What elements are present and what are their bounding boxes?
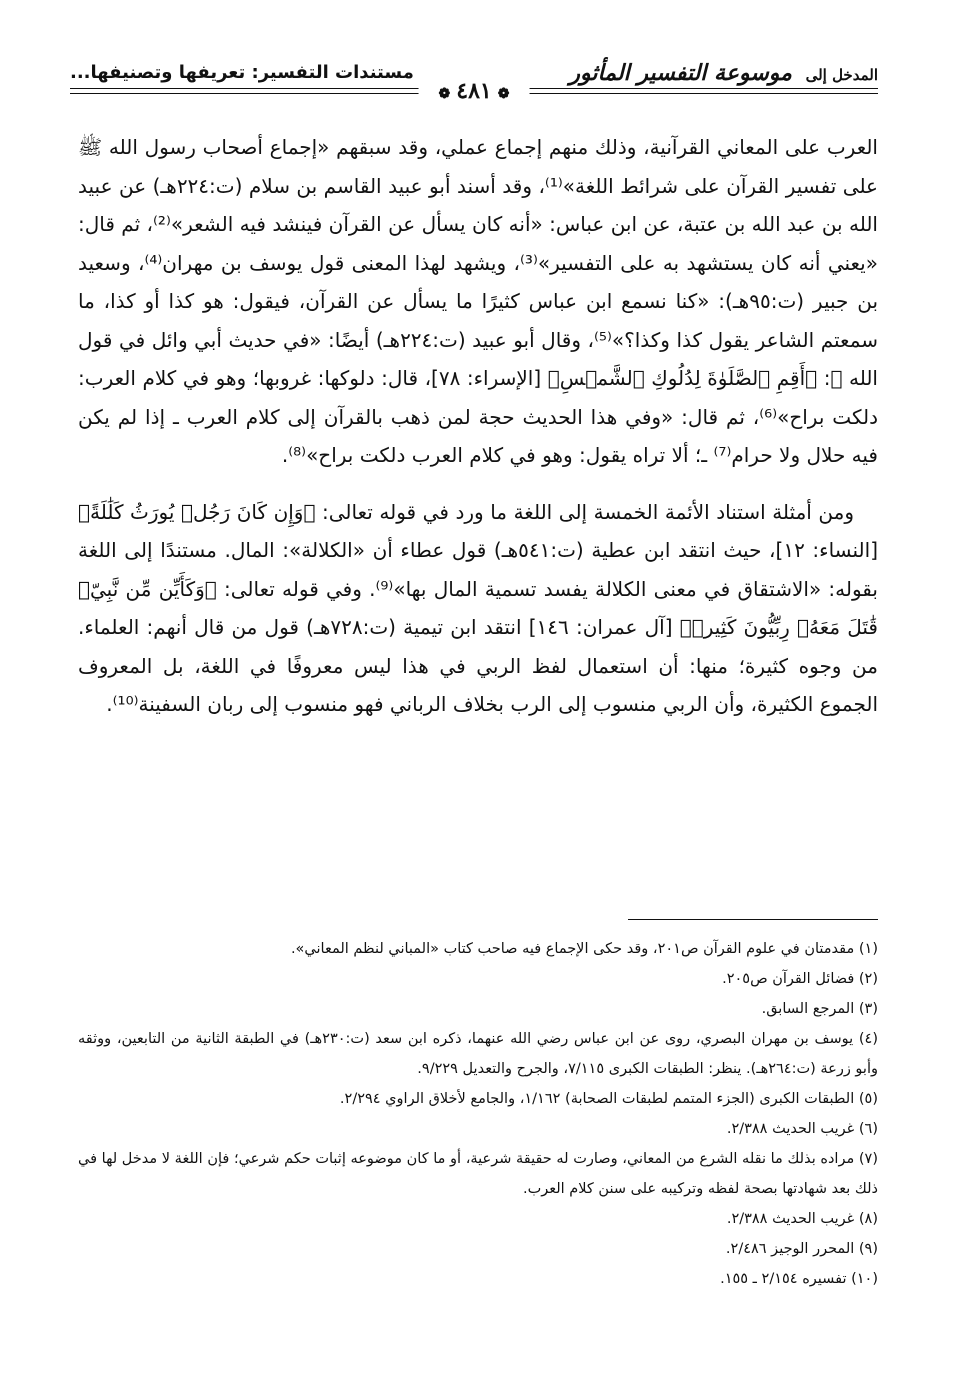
book-title-name: موسوعة التفسير المأثور bbox=[569, 60, 792, 86]
page-number-value: ٤٨١ bbox=[456, 78, 492, 104]
paragraph: ومن أمثلة استناد الأئمة الخمسة إلى اللغة ما ورد في قوله تعالى: ﴿وَإِن كَانَ رَجُلٞ يُورَثُ كَلَٰلَةً﴾ [النساء: ١٢]، حيث انتقد ابن عطية (ت:٥٤١هـ) قول عطاء أن «الكلالة»: المال. مستندًا إلى اللغة بقوله: «الاشتقاق في معنى الكلالة يفسد تسمية المال بها»⁽⁹⁾. وفي قوله تعالى: ﴿وَكَأَيِّن مِّن نَّبِيّٖ قَٰتَلَ مَعَهُۥ رِبِّيُّونَ كَثِيرٞ﴾ [آل عمران: ١٤٦] انتقد ابن تيمية (ت:٧٢٨هـ) قول من قال أنهم: العلماء. من وجوه كثيرة؛ منها: أن استعمال لفظ الربي في هذا ليس معروفًا في اللغة، بل المعروف الجموع الكثيرة، وأن الربي منسوب إلى الرب بخلاف الرباني فهو منسوب إلى ربان السفينة⁽¹⁰⁾. bbox=[78, 499, 878, 716]
footnotes bbox=[78, 934, 878, 1294]
footnote: (١) مقدمتان في علوم القرآن ص٢٠١، وقد حكى الإجماع فيه صاحب كتاب «المباني لنظم المعاني». bbox=[290, 941, 878, 957]
page-number bbox=[419, 78, 530, 104]
footnote: (٧) مراده بذلك ما نقله الشرع من المعاني، وصارت له حقيقة شرعية، أو ما كان موضوعه إثبات حكم شرعي؛ فإن اللغة لا مدخل لها في ذلك بعد شهادتها بصحة لفظه وتركيبه على سنن كلام العرب. bbox=[78, 1151, 878, 1197]
footnote: (٨) غريب الحديث ٢/٣٨٨. bbox=[726, 1211, 878, 1227]
book-title-prefix: المدخل إلى bbox=[805, 66, 878, 84]
footnote: (١٠) تفسيره ٢/١٥٤ ـ ١٥٥. bbox=[720, 1271, 878, 1287]
footnote: (٩) المحرر الوجيز ٢/٤٨٦. bbox=[725, 1241, 878, 1257]
book-title bbox=[569, 60, 878, 86]
footnote: (٣) المرجع السابق. bbox=[761, 1001, 878, 1017]
page-header bbox=[70, 60, 878, 110]
ornament-icon: ❁ bbox=[438, 86, 451, 102]
paragraph: العرب على المعاني القرآنية، وذلك منهم إجماع عملي، وقد سبقهم «إجماع أصحاب رسول الله ﷺ على تفسير القرآن على شرائط اللغة»⁽¹⁾، وقد أسند أبو عبيد القاسم بن سلام (ت:٢٢٤هـ) عن عبيد الله بن عبد الله بن عتبة، عن ابن عباس: «أنه كان يسأل عن القرآن فينشد فيه الشعر»⁽²⁾، ثم قال: «يعني أنه كان يستشهد به على التفسير»⁽³⁾، ويشهد لهذا المعنى قول يوسف بن مهران⁽⁴⁾، وسعيد بن جبير (ت:٩٥هـ): «كنا نسمع ابن عباس كثيرًا ما يسأل عن القرآن، فيقول: هو كذا أو كذا، ما سمعتم الشاعر يقول كذا وكذا؟»⁽⁵⁾، وقال أبو عبيد (ت:٢٢٤هـ) أيضًا: «في حديث أبي وائل في قول الله ﷻ: ﴿أَقِمِ ٱلصَّلَوٰةَ لِدُلُوكِ ٱلشَّمۡسِ﴾ [الإسراء: ٧٨]، قال: دلوكها: غروبها؛ وهو في كلام العرب: دلكت براح»⁽⁶⁾، ثم قال: «وفي هذا الحديث حجة لمن ذهب بالقرآن إلى كلام العرب ـ إذا لم يكن فيه حلال ولا حرام⁽⁷⁾ ـ؛ ألا تراه يقول: وهو في كلام العرب دلكت براح»⁽⁸⁾. bbox=[78, 135, 879, 467]
footnote-separator bbox=[628, 919, 878, 920]
footnote: (٢) فضائل القرآن ص٢٠٥. bbox=[722, 971, 878, 987]
ornament-icon: ❁ bbox=[497, 86, 510, 102]
footnote: (٦) غريب الحديث ٢/٣٨٨. bbox=[726, 1121, 878, 1137]
footnote: (٤) يوسف بن مهران البصري، روى عن ابن عباس رضي الله عنهما، ذكره ابن سعد (ت:٢٣٠هـ) في الطبقة الثانية من التابعين، ووثقه وأبو زرعة (ت:٢٦٤هـ). ينظر: الطبقات الكبرى ٧/١١٥، والجرح والتعديل ٩/٢٢٩. bbox=[78, 1031, 878, 1077]
main-text bbox=[78, 128, 878, 724]
footnote: (٥) الطبقات الكبرى (الجزء المتمم لطبقات الصحابة) ١/١٦٢، والجامع لأخلاق الراوي ٢/٢٩٤. bbox=[339, 1091, 878, 1107]
section-title: مستندات التفسير: تعريفها وتصنيفها... bbox=[70, 62, 414, 83]
